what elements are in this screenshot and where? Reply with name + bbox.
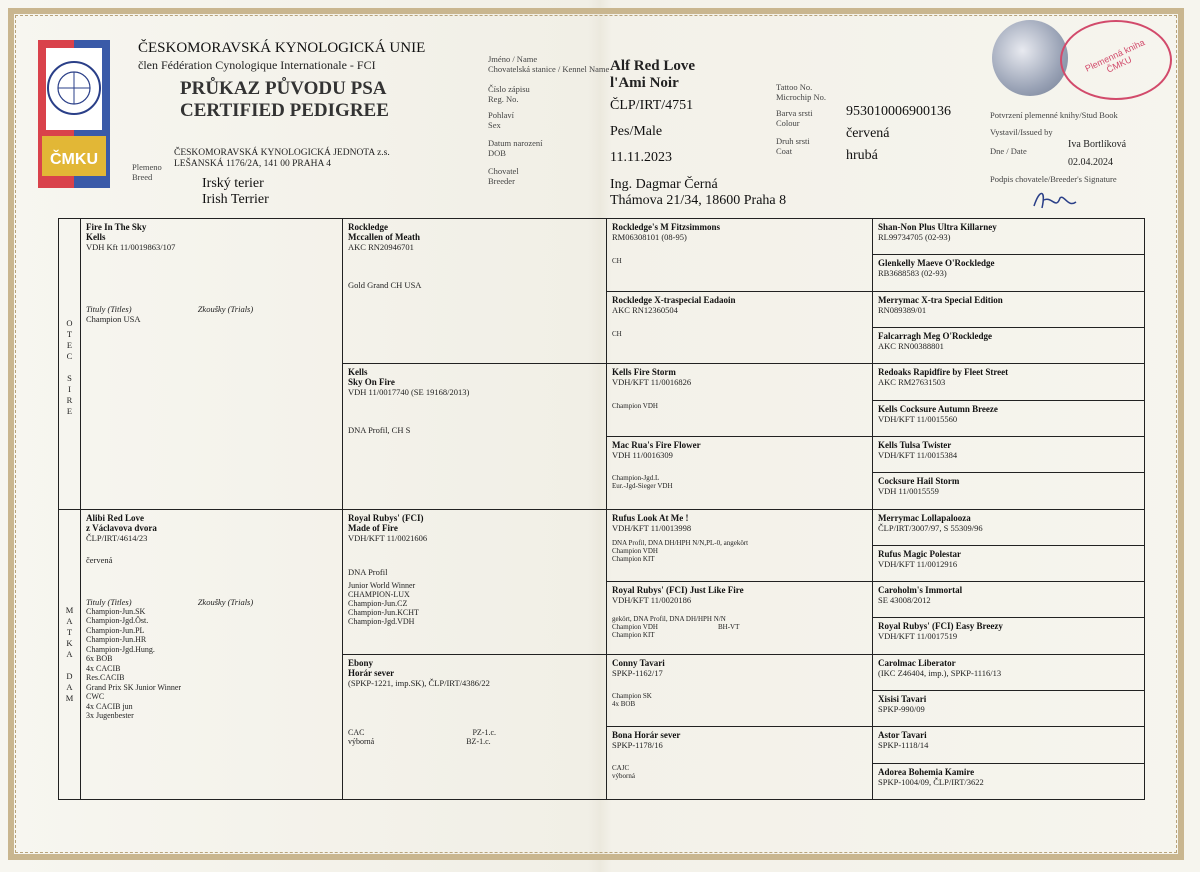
sire-side-letter: R — [66, 395, 73, 405]
sire-side-letter: C — [66, 351, 73, 361]
colour: červená — [846, 126, 890, 141]
sire-side-letter: I — [68, 384, 71, 394]
g3-cell-6: Royal Rubys' (FCI) Just Like Fire VDH/KFT 11/0020186 gekört, DNA Profil, DNA DH/HPH N/N Champion VDH BH-VT Champion KIT — [607, 582, 873, 655]
dam-title: 4x CACIB — [86, 663, 121, 673]
g4-cell-10: Rufus Magic Polestar VDH/KFT 11/0012916 — [873, 545, 1145, 581]
breeder-address: Thámova 21/34, 18600 Praha 8 — [610, 193, 787, 208]
dam-title: Champion-Jun.HR — [86, 635, 147, 644]
g2-cell-3: Royal Rubys' (FCI) Made of Fire VDH/KFT 11/0021606 DNA Profil Junior World Winner CHAMPION-LUX Champion-Jun.CZ Champion-Jun.KCHT Champion-Jgd.VDH — [343, 509, 607, 654]
sire-side-label — [59, 219, 81, 510]
dog-dob: 11.11.2023 — [610, 150, 672, 165]
g4-cell-7: Kells Tulsa Twister VDH/KFT 11/0015384 — [873, 436, 1145, 472]
dam-title: 3x Jugenbester — [86, 711, 134, 720]
sire-side-letter: T — [66, 329, 73, 339]
sire-side-letter: E — [66, 340, 73, 350]
dog-kennel: l'Ami Noir — [610, 75, 679, 91]
sire-side-letter — [64, 362, 75, 373]
g4-cell-3: Merrymac X-tra Special Edition RN089389/01 — [873, 291, 1145, 327]
dam-title: Champion-Jgd.Hung. — [86, 644, 155, 654]
coat-label: Druh srsti Coat — [776, 136, 810, 156]
dam-title: CWC — [86, 692, 105, 701]
g2-cell-4: Ebony Horár sever (SPKP-1221, imp.SK), ČLP/IRT/4386/22 CAC PZ-1.c. výborná BZ-1.c. — [343, 654, 607, 799]
g4-cell-9: Merrymac Lollapalooza ČLP/IRT/3007/97, S 55309/96 — [873, 509, 1145, 545]
g2-cell-1: Rockledge Mccallen of Meath AKC RN20946701 Gold Grand CH USA — [343, 219, 607, 364]
g3-cell-3: Kells Fire Storm VDH/KFT 11/0016826 Champion VDH — [607, 364, 873, 437]
sire-side-letter: E — [66, 406, 73, 416]
dam-side-letter: K — [66, 637, 73, 648]
g3-cell-8: Bona Horár sever SPKP-1178/16 CAJC výborná — [607, 727, 873, 800]
g4-cell-14: Xisisi Tavari SPKP-990/09 — [873, 691, 1145, 727]
dam-title: Champion-Jgd.Öst. — [86, 616, 149, 625]
coat: hrubá — [846, 148, 878, 163]
g2-title: Junior World Winner — [348, 580, 416, 590]
g4-cell-4: Falcarragh Meg O'Rockledge AKC RN00388801 — [873, 327, 1145, 363]
breed-label: Plemeno Breed — [132, 162, 162, 182]
dam-side-letter: A — [66, 681, 73, 692]
dam-title: 6x BOB — [86, 654, 113, 663]
g4-cell-8: Cocksure Hail Storm VDH 11/0015559 — [873, 473, 1145, 509]
title-en: CERTIFIED PEDIGREE — [180, 100, 389, 121]
dam-cell: Alibi Red Love z Václavova dvora ČLP/IRT/4614/23 červená Tituly (Titles) Zkoušky (Trials) Champion-Jun.SK Champion-Jgd.Öst. Champion-Jun.PL Champion-Jun.HR Champion-Jgd.Hung. 6x BOB 4x CACIB Res.CACIB Grand Prix SK Junior Winner CWC 4x CACIB jun 3x Jugenbester — [81, 509, 343, 800]
colour-label: Barva srsti Colour — [776, 108, 813, 128]
breed-en: Irish Terrier — [202, 192, 269, 207]
g4-cell-11: Caroholm's Immortal SE 43008/2012 — [873, 582, 1145, 618]
dog-reg: ČLP/IRT/4751 — [610, 98, 694, 113]
microchip: 953010006900136 — [846, 104, 951, 119]
dam-side-letter: T — [66, 626, 73, 637]
name-label: Jméno / Name Chovatelská stanice / Kennel Name — [488, 54, 610, 74]
dam-side-letter — [64, 660, 75, 671]
pedigree-table — [58, 218, 1145, 800]
issuer: Iva Bortlíková — [1068, 139, 1127, 150]
dam-title: Champion-Jun.PL — [86, 625, 145, 635]
g3-cell-4: Mac Rua's Fire Flower VDH 11/0016309 Champion-Jgd.L Eur.-Jgd-Sieger VDH — [607, 436, 873, 509]
signature-label: Podpis chovatele/Breeder's Signature — [990, 174, 1117, 184]
reg-label: Číslo zápisu Reg. No. — [488, 84, 530, 104]
dob-label: Datum narození DOB — [488, 138, 543, 158]
dog-name: Alf Red Love — [610, 58, 695, 74]
title-cz: PRŮKAZ PŮVODU PSA — [180, 78, 387, 99]
studbook-label: Potvrzení plemenné knihy/Stud Book — [990, 110, 1118, 120]
g4-cell-13: Carolmac Liberator (IKC Z46404, imp.), SPKP-1116/13 — [873, 654, 1145, 690]
g4-cell-6: Kells Cocksure Autumn Breeze VDH/KFT 11/0015560 — [873, 400, 1145, 436]
dam-title: Res.CACIB — [86, 673, 125, 682]
g4-cell-16: Adorea Bohemia Kamire SPKP-1004/09, ČLP/IRT/3622 — [873, 763, 1145, 799]
svg-text:ČMKU: ČMKU — [50, 151, 98, 168]
studbook-stamp: Plemenná kniha ČMKU — [1060, 20, 1172, 100]
dam-side-letter: M — [65, 604, 74, 615]
tattoo-label: Tattoo No. Microchip No. — [776, 82, 827, 102]
dam-side-label — [59, 509, 81, 800]
dam-title: Champion-Jun.SK — [86, 606, 146, 616]
org-name: ČESKOMORAVSKÁ KYNOLOGICKÁ UNIE — [138, 40, 426, 56]
g2-title: Champion-Jgd.VDH — [348, 616, 415, 626]
breeder-name: Ing. Dagmar Černá — [610, 177, 718, 192]
g2-title: Champion-Jun.CZ — [348, 598, 408, 608]
dam-title: Grand Prix SK Junior Winner — [86, 682, 182, 692]
g4-cell-2: Glenkelly Maeve O'Rockledge RB3688583 (02-93) — [873, 255, 1145, 291]
dog-sex: Pes/Male — [610, 124, 663, 139]
breeder-label: Chovatel Breeder — [488, 166, 519, 186]
g4-cell-5: Redoaks Rapidfire by Fleet Street AKC RM27631503 — [873, 364, 1145, 400]
g2-title: CHAMPION-LUX — [348, 589, 410, 599]
g3-cell-7: Conny Tavari SPKP-1162/17 Champion SK 4x BOB — [607, 654, 873, 727]
g3-cell-1: Rockledge's M Fitzsimmons RM06308101 (08-95) CH — [607, 219, 873, 292]
sex-label: Pohlaví Sex — [488, 110, 514, 130]
g4-cell-15: Astor Tavari SPKP-1118/14 — [873, 727, 1145, 763]
club-line2: LEŠANSKÁ 1176/2A, 141 00 PRAHA 4 — [174, 159, 331, 169]
g4-cell-1: Shan-Non Plus Ultra Killarney RL99734705 (02-93) — [873, 219, 1145, 255]
breeder-signature — [1030, 186, 1080, 214]
dam-side-letter: D — [66, 670, 73, 681]
sire-cell: Fire In The Sky Kells VDH Kft 11/0019863/107 Tituly (Titles) Zkoušky (Trials) Champion USA — [81, 219, 343, 510]
hologram-seal — [992, 20, 1068, 96]
g4-cell-12: Royal Rubys' (FCI) Easy Breezy VDH/KFT 11/0017519 — [873, 618, 1145, 654]
dam-side-letter: A — [66, 648, 73, 659]
dam-title: 4x CACIB jun — [86, 701, 133, 711]
club-line1: ČESKOMORAVSKÁ KYNOLOGICKÁ JEDNOTA z.s. — [174, 148, 390, 158]
g3-cell-5: Rufus Look At Me ! VDH/KFT 11/0013998 DNA Profil, DNA DH/HPH N/N,PL-0, angekört Champion VDH Champion KIT — [607, 509, 873, 582]
org-fci: člen Fédération Cynologique Internationale - FCI — [138, 58, 376, 72]
dam-side-letter: M — [65, 692, 74, 703]
dam-side-letter: A — [66, 615, 73, 626]
sire-side-letter: S — [67, 373, 72, 383]
sire-side-letter: O — [66, 318, 73, 328]
date-label: Dne / Date — [990, 146, 1027, 156]
issue-date: 02.04.2024 — [1068, 157, 1113, 168]
g2-cell-2: Kells Sky On Fire VDH 11/0017740 (SE 19168/2013) DNA Profil, CH S — [343, 364, 607, 509]
issued-label: Vystavil/Issued by — [990, 127, 1053, 137]
breed-cz: Irský terier — [202, 176, 264, 191]
cmku-logo — [38, 40, 110, 188]
g3-cell-2: Rockledge X-traspecial Eadaoin AKC RN12360504 CH — [607, 291, 873, 364]
g2-title: Champion-Jun.KCHT — [348, 607, 419, 617]
